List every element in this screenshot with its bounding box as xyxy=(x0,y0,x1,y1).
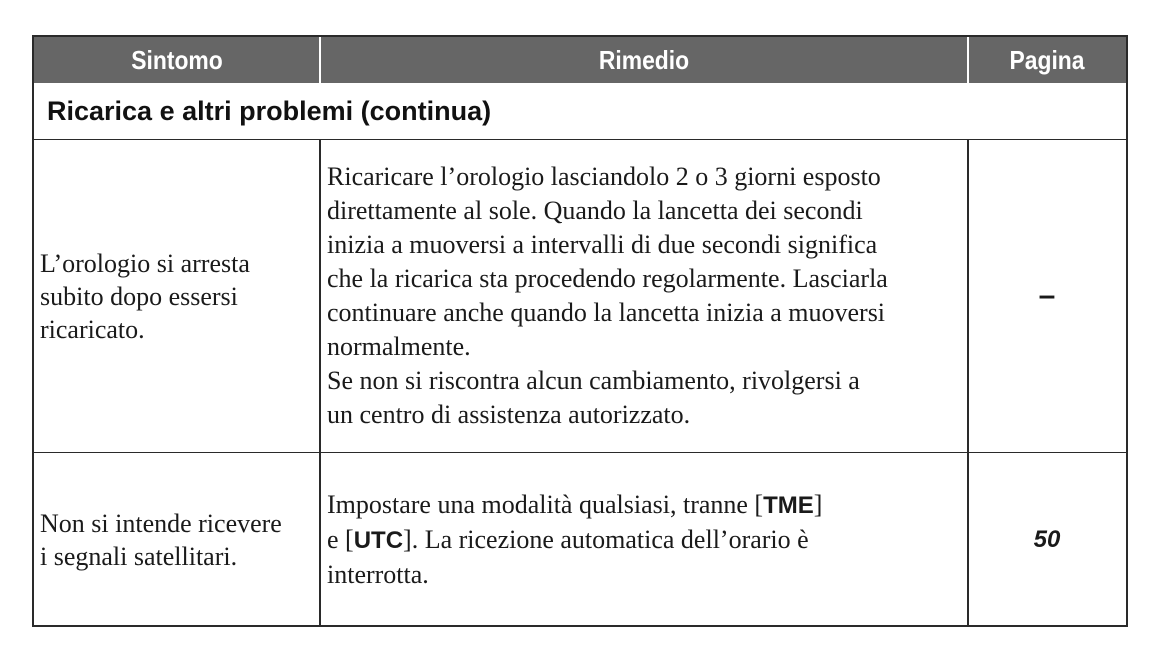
remedy-text-part: ] e [ xyxy=(327,490,823,554)
section-title-row xyxy=(34,83,1126,140)
remedy-text: Ricaricare l’orologio lasciandolo 2 o 3 giorni esposto direttamente al sole. Quando la lancetta dei secondi inizia a muoversi a intervalli di due secondi significa che la ricarica sta procedendo regolarmente. Lasciarla continuare anche quando la lancetta inizia a muoversi normalmente. Se non si riscontra alcun cambiamento, rivolgersi a un centro di assistenza autorizzato. xyxy=(327,162,888,429)
header-page: Pagina xyxy=(1009,44,1085,75)
symptom-text: L’orologio si arresta subito dopo essersi ricaricato. xyxy=(40,248,250,344)
mode-label-utc: UTC xyxy=(353,527,404,554)
mode-label-tme: TME xyxy=(763,492,814,519)
page-cell xyxy=(968,140,1126,452)
table-row xyxy=(34,140,1126,453)
header-remedy: Rimedio xyxy=(598,44,690,75)
table-row xyxy=(34,453,1126,627)
section-title: Ricarica e altri problemi (continua) xyxy=(47,95,492,126)
symptom-text: Non si intende ricevere i segnali satellitari. xyxy=(40,509,282,571)
remedy-cell xyxy=(320,453,968,627)
header-divider xyxy=(967,37,969,83)
symptom-cell xyxy=(34,453,320,627)
remedy-text-part: Impostare una modalità qualsiasi, tranne [ xyxy=(327,490,764,519)
remedy-text xyxy=(327,488,822,592)
table-header-row xyxy=(34,37,1126,83)
page-reference: – xyxy=(1038,279,1056,312)
remedy-text-part: ]. La ricezione automatica dell’orario è interrotta. xyxy=(327,525,809,589)
symptom-cell xyxy=(34,140,320,452)
header-divider xyxy=(319,37,321,83)
remedy-cell xyxy=(320,140,968,452)
page-cell xyxy=(968,453,1126,627)
page-reference: 50 xyxy=(1033,526,1061,553)
header-symptom: Sintomo xyxy=(131,44,223,75)
troubleshooting-table xyxy=(32,35,1128,627)
